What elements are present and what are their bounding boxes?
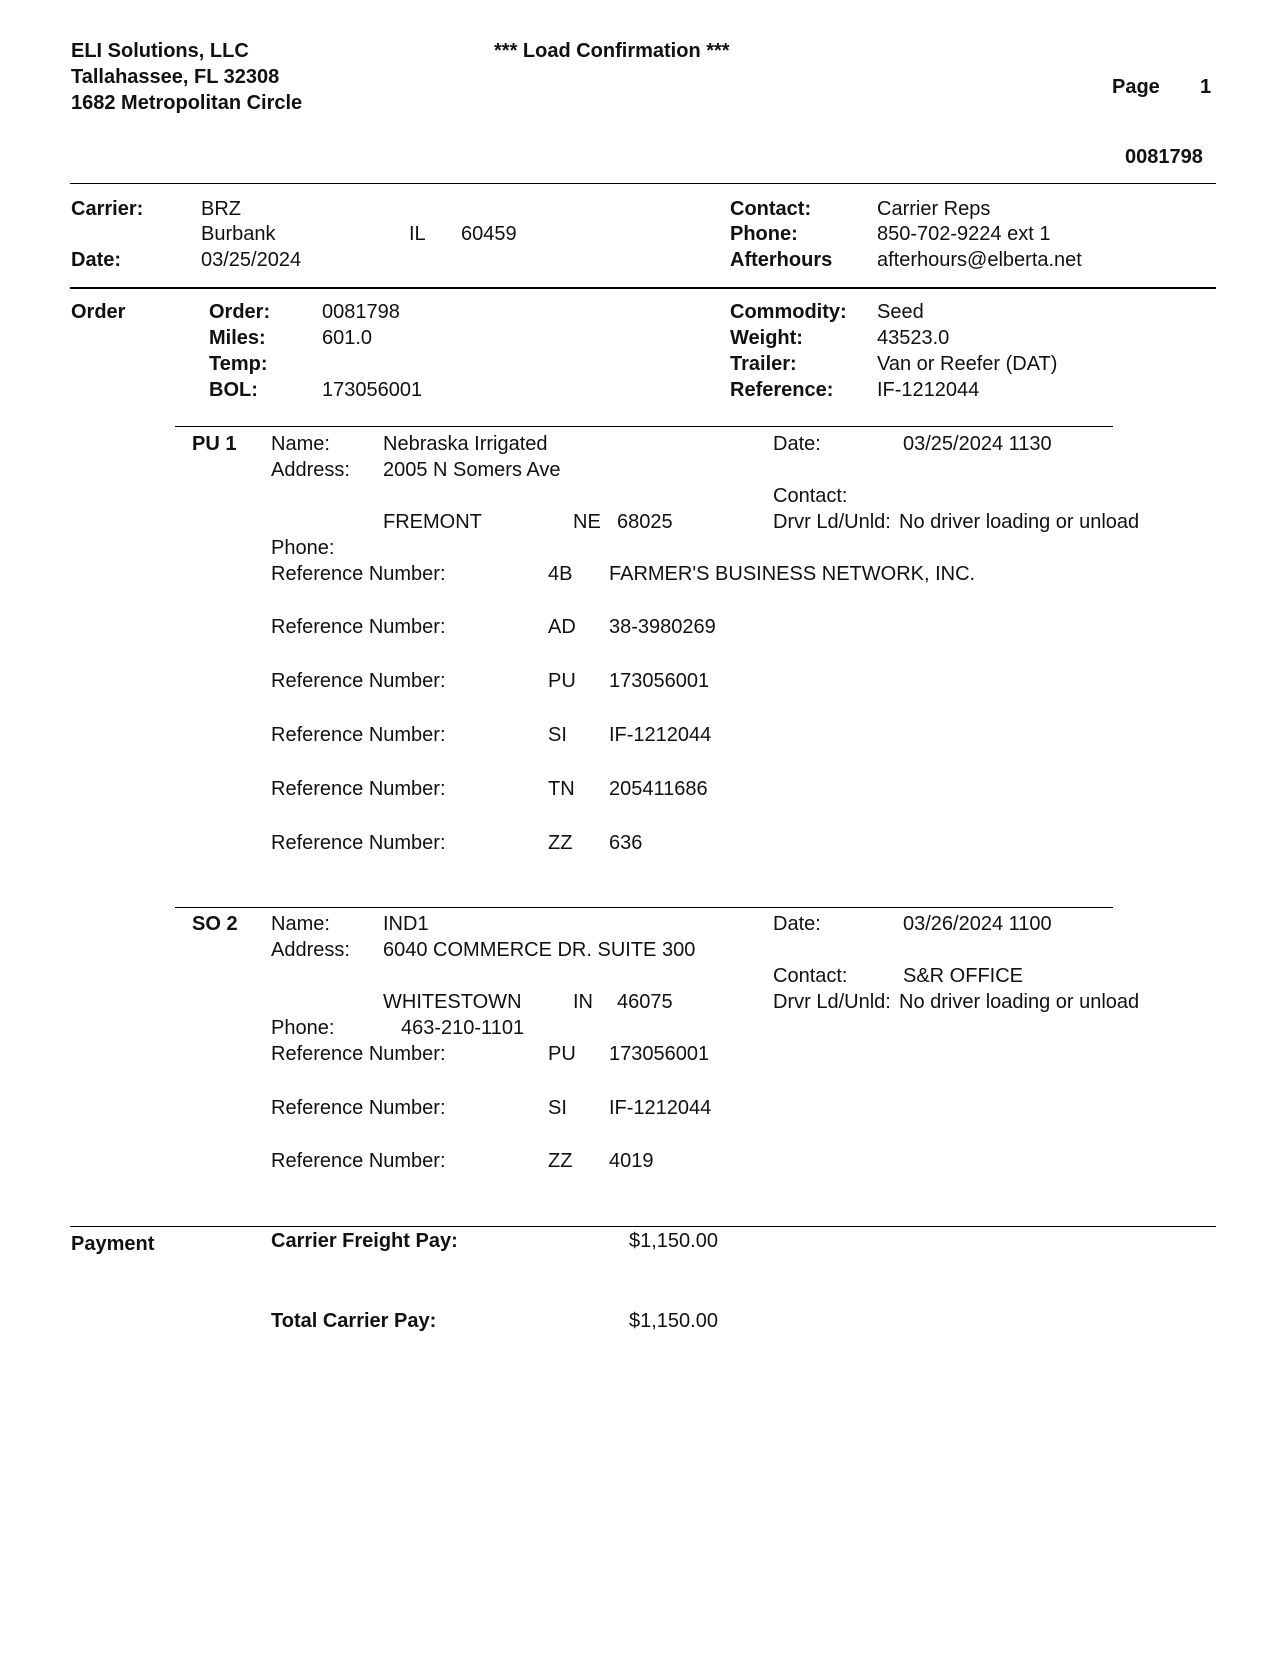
phone-label: Phone: <box>730 223 798 245</box>
reference-code: AD <box>548 616 576 638</box>
reference-code: ZZ <box>548 1150 573 1172</box>
reference-value: 173056001 <box>609 1043 710 1065</box>
divider <box>175 907 1113 908</box>
carrier-date: 03/25/2024 <box>201 249 302 271</box>
reference-number-label: Reference Number: <box>271 832 446 854</box>
reference-value: IF-1212044 <box>609 1097 712 1119</box>
reference-number-label: Reference Number: <box>271 724 446 746</box>
stop-name-label: Name: <box>271 433 330 455</box>
reference-code: 4B <box>548 563 573 585</box>
divider <box>175 426 1113 427</box>
stop-state: NE <box>573 511 601 533</box>
stop-city: FREMONT <box>383 511 482 533</box>
order-bol: 173056001 <box>322 379 423 401</box>
freight-pay-amount: $1,150.00 <box>629 1230 718 1252</box>
reference-value: 173056001 <box>609 670 710 692</box>
company-street: 1682 Metropolitan Circle <box>71 92 303 114</box>
temp-label: Temp: <box>209 353 268 375</box>
commodity-label: Commodity: <box>730 301 847 323</box>
carrier-label: Carrier: <box>71 198 144 220</box>
divider <box>70 183 1216 184</box>
stop-driver-note: No driver loading or unload <box>899 991 1140 1013</box>
stop-driver-label: Drvr Ld/Unld: <box>773 511 891 533</box>
carrier-afterhours-email: afterhours@elberta.net <box>877 249 1082 271</box>
stop-date: 03/25/2024 1130 <box>903 433 1052 455</box>
reference-code: TN <box>548 778 575 800</box>
carrier-contact: Carrier Reps <box>877 198 991 220</box>
stop-date: 03/26/2024 1100 <box>903 913 1052 935</box>
divider <box>70 1226 1216 1227</box>
stop-name: IND1 <box>383 913 429 935</box>
stop-address: 2005 N Somers Ave <box>383 459 561 481</box>
stop-contact-label: Contact: <box>773 485 848 507</box>
stop-state: IN <box>573 991 593 1013</box>
page-label: Page <box>1112 76 1160 98</box>
stop-phone-label: Phone: <box>271 1017 335 1039</box>
reference-value: 636 <box>609 832 643 854</box>
stop-contact-label: Contact: <box>773 965 848 987</box>
stop-zip: 46075 <box>617 991 673 1013</box>
carrier-name: BRZ <box>201 198 241 220</box>
stop-address-label: Address: <box>271 459 350 481</box>
weight-label: Weight: <box>730 327 803 349</box>
afterhours-label: Afterhours <box>730 249 833 271</box>
stop-address: 6040 COMMERCE DR. SUITE 300 <box>383 939 696 961</box>
date-label: Date: <box>71 249 122 271</box>
reference-number-label: Reference Number: <box>271 778 446 800</box>
reference-code: PU <box>548 1043 576 1065</box>
reference-value: 4019 <box>609 1150 654 1172</box>
reference-number-label: Reference Number: <box>271 1150 446 1172</box>
reference-number-label: Reference Number: <box>271 1043 446 1065</box>
order-section-label: Order <box>71 301 126 323</box>
order-number: 0081798 <box>322 301 400 323</box>
company-name: ELI Solutions, LLC <box>71 40 249 62</box>
order-weight: 43523.0 <box>877 327 950 349</box>
stop-address-label: Address: <box>271 939 350 961</box>
divider <box>70 287 1216 289</box>
stop-contact: S&R OFFICE <box>903 965 1024 987</box>
stop-date-label: Date: <box>773 433 821 455</box>
stop-phone-label: Phone: <box>271 537 335 559</box>
reference-value: FARMER'S BUSINESS NETWORK, INC. <box>609 563 976 585</box>
document-title: *** Load Confirmation *** <box>494 40 730 62</box>
trailer-label: Trailer: <box>730 353 797 375</box>
carrier-phone: 850-702-9224 ext 1 <box>877 223 1051 245</box>
stop-driver-note: No driver loading or unload <box>899 511 1140 533</box>
freight-pay-label: Carrier Freight Pay: <box>271 1230 458 1252</box>
total-pay-label: Total Carrier Pay: <box>271 1310 437 1332</box>
stop-zip: 68025 <box>617 511 673 533</box>
order-miles: 601.0 <box>322 327 373 349</box>
reference-label: Reference: <box>730 379 834 401</box>
reference-code: SI <box>548 1097 567 1119</box>
carrier-zip: 60459 <box>461 223 517 245</box>
bol-label: BOL: <box>209 379 258 401</box>
reference-number-label: Reference Number: <box>271 670 446 692</box>
order-label: Order: <box>209 301 271 323</box>
reference-value: 205411686 <box>609 778 708 800</box>
stop-date-label: Date: <box>773 913 821 935</box>
reference-value: IF-1212044 <box>609 724 712 746</box>
order-reference: IF-1212044 <box>877 379 980 401</box>
reference-code: PU <box>548 670 576 692</box>
contact-label: Contact: <box>730 198 812 220</box>
stop-tag: SO 2 <box>192 913 238 935</box>
order-trailer: Van or Reefer (DAT) <box>877 353 1058 375</box>
stop-name: Nebraska Irrigated <box>383 433 548 455</box>
miles-label: Miles: <box>209 327 266 349</box>
reference-value: 38-3980269 <box>609 616 716 638</box>
stop-driver-label: Drvr Ld/Unld: <box>773 991 891 1013</box>
page-number: 1 <box>1200 76 1212 98</box>
reference-number-label: Reference Number: <box>271 1097 446 1119</box>
stop-city: WHITESTOWN <box>383 991 522 1013</box>
order-commodity: Seed <box>877 301 924 323</box>
total-pay-amount: $1,150.00 <box>629 1310 718 1332</box>
reference-code: SI <box>548 724 567 746</box>
company-city: Tallahassee, FL 32308 <box>71 66 280 88</box>
carrier-state: IL <box>409 223 426 245</box>
stop-name-label: Name: <box>271 913 330 935</box>
reference-number-label: Reference Number: <box>271 616 446 638</box>
reference-number-label: Reference Number: <box>271 563 446 585</box>
document-number: 0081798 <box>1125 146 1203 168</box>
reference-code: ZZ <box>548 832 573 854</box>
stop-phone: 463-210-1101 <box>401 1017 525 1039</box>
payment-section-label: Payment <box>71 1233 155 1255</box>
carrier-city: Burbank <box>201 223 276 245</box>
stop-tag: PU 1 <box>192 433 237 455</box>
